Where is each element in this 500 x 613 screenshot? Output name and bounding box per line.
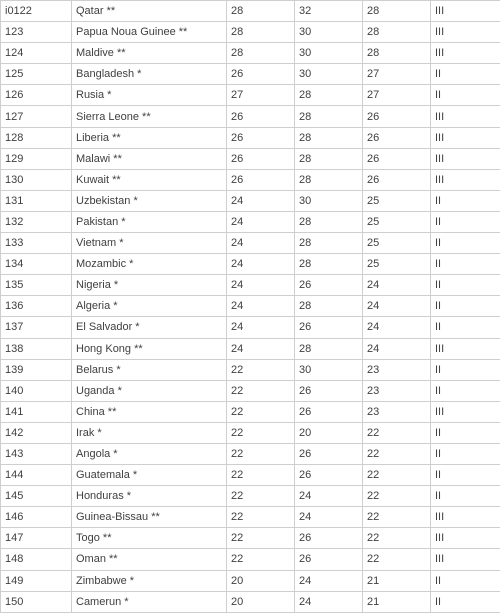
rank-cell: 126 bbox=[1, 85, 72, 106]
country-cell: Malawi ** bbox=[72, 148, 227, 169]
rank-cell: 139 bbox=[1, 359, 72, 380]
table-row bbox=[1, 169, 500, 190]
rank-cell: 149 bbox=[1, 570, 72, 591]
value-c-cell: 26 bbox=[363, 106, 431, 127]
value-a-cell: 22 bbox=[227, 422, 295, 443]
rank-cell: 136 bbox=[1, 296, 72, 317]
category-cell: II bbox=[431, 254, 500, 275]
country-cell: Papua Noua Guinee ** bbox=[72, 22, 227, 43]
country-cell: Togo ** bbox=[72, 528, 227, 549]
country-cell: El Salvador * bbox=[72, 317, 227, 338]
category-cell: II bbox=[431, 465, 500, 486]
table-row bbox=[1, 43, 500, 64]
category-cell: III bbox=[431, 549, 500, 570]
table-row bbox=[1, 507, 500, 528]
table-row bbox=[1, 317, 500, 338]
value-c-cell: 21 bbox=[363, 591, 431, 612]
country-cell: Honduras * bbox=[72, 486, 227, 507]
country-cell: Hong Kong ** bbox=[72, 338, 227, 359]
table-row bbox=[1, 338, 500, 359]
category-cell: III bbox=[431, 43, 500, 64]
rank-cell: 146 bbox=[1, 507, 72, 528]
country-cell: Guinea-Bissau ** bbox=[72, 507, 227, 528]
value-b-cell: 26 bbox=[295, 317, 363, 338]
rank-cell: i0122 bbox=[1, 1, 72, 22]
table-row bbox=[1, 275, 500, 296]
table-row bbox=[1, 22, 500, 43]
country-cell: Camerun * bbox=[72, 591, 227, 612]
value-a-cell: 22 bbox=[227, 380, 295, 401]
value-a-cell: 24 bbox=[227, 254, 295, 275]
value-b-cell: 28 bbox=[295, 169, 363, 190]
rank-cell: 150 bbox=[1, 591, 72, 612]
rank-cell: 141 bbox=[1, 401, 72, 422]
value-b-cell: 28 bbox=[295, 338, 363, 359]
country-cell: Belarus * bbox=[72, 359, 227, 380]
table-row bbox=[1, 549, 500, 570]
value-b-cell: 20 bbox=[295, 422, 363, 443]
country-cell: China ** bbox=[72, 401, 227, 422]
value-c-cell: 28 bbox=[363, 43, 431, 64]
rank-cell: 131 bbox=[1, 190, 72, 211]
value-c-cell: 28 bbox=[363, 22, 431, 43]
value-a-cell: 28 bbox=[227, 1, 295, 22]
value-b-cell: 26 bbox=[295, 528, 363, 549]
country-cell: Uzbekistan * bbox=[72, 190, 227, 211]
country-cell: Nigeria * bbox=[72, 275, 227, 296]
rank-cell: 138 bbox=[1, 338, 72, 359]
rank-cell: 148 bbox=[1, 549, 72, 570]
rank-cell: 128 bbox=[1, 127, 72, 148]
value-a-cell: 28 bbox=[227, 43, 295, 64]
category-cell: II bbox=[431, 317, 500, 338]
rank-cell: 124 bbox=[1, 43, 72, 64]
rank-cell: 143 bbox=[1, 443, 72, 464]
country-cell: Oman ** bbox=[72, 549, 227, 570]
value-b-cell: 26 bbox=[295, 275, 363, 296]
category-cell: II bbox=[431, 275, 500, 296]
table-row bbox=[1, 254, 500, 275]
country-cell: Mozambic * bbox=[72, 254, 227, 275]
value-b-cell: 26 bbox=[295, 465, 363, 486]
table-row bbox=[1, 233, 500, 254]
value-a-cell: 26 bbox=[227, 148, 295, 169]
table-row bbox=[1, 570, 500, 591]
value-b-cell: 26 bbox=[295, 443, 363, 464]
rank-cell: 133 bbox=[1, 233, 72, 254]
value-a-cell: 24 bbox=[227, 211, 295, 232]
value-b-cell: 30 bbox=[295, 190, 363, 211]
value-a-cell: 22 bbox=[227, 401, 295, 422]
category-cell: II bbox=[431, 85, 500, 106]
value-a-cell: 20 bbox=[227, 591, 295, 612]
value-b-cell: 30 bbox=[295, 64, 363, 85]
value-a-cell: 24 bbox=[227, 317, 295, 338]
country-cell: Algeria * bbox=[72, 296, 227, 317]
value-a-cell: 22 bbox=[227, 443, 295, 464]
table-row bbox=[1, 401, 500, 422]
category-cell: III bbox=[431, 169, 500, 190]
value-a-cell: 22 bbox=[227, 549, 295, 570]
table-row bbox=[1, 85, 500, 106]
value-b-cell: 30 bbox=[295, 43, 363, 64]
value-b-cell: 26 bbox=[295, 380, 363, 401]
country-cell: Angola * bbox=[72, 443, 227, 464]
value-a-cell: 22 bbox=[227, 507, 295, 528]
value-a-cell: 26 bbox=[227, 106, 295, 127]
value-b-cell: 24 bbox=[295, 507, 363, 528]
rank-cell: 134 bbox=[1, 254, 72, 275]
category-cell: III bbox=[431, 401, 500, 422]
value-a-cell: 24 bbox=[227, 233, 295, 254]
table-row bbox=[1, 1, 500, 22]
country-cell: Maldive ** bbox=[72, 43, 227, 64]
value-c-cell: 24 bbox=[363, 275, 431, 296]
table-body bbox=[1, 1, 500, 613]
value-b-cell: 30 bbox=[295, 22, 363, 43]
value-c-cell: 25 bbox=[363, 211, 431, 232]
value-c-cell: 26 bbox=[363, 169, 431, 190]
table-row bbox=[1, 443, 500, 464]
category-cell: II bbox=[431, 233, 500, 254]
table-row bbox=[1, 528, 500, 549]
value-c-cell: 21 bbox=[363, 570, 431, 591]
value-a-cell: 27 bbox=[227, 85, 295, 106]
value-c-cell: 26 bbox=[363, 148, 431, 169]
rank-cell: 132 bbox=[1, 211, 72, 232]
value-b-cell: 24 bbox=[295, 591, 363, 612]
country-cell: Uganda * bbox=[72, 380, 227, 401]
country-cell: Liberia ** bbox=[72, 127, 227, 148]
country-cell: Irak * bbox=[72, 422, 227, 443]
value-c-cell: 22 bbox=[363, 486, 431, 507]
value-c-cell: 27 bbox=[363, 85, 431, 106]
table-row bbox=[1, 486, 500, 507]
category-cell: III bbox=[431, 106, 500, 127]
rank-cell: 140 bbox=[1, 380, 72, 401]
rank-cell: 142 bbox=[1, 422, 72, 443]
rank-cell: 127 bbox=[1, 106, 72, 127]
value-b-cell: 28 bbox=[295, 127, 363, 148]
table-row bbox=[1, 380, 500, 401]
value-c-cell: 22 bbox=[363, 443, 431, 464]
value-c-cell: 24 bbox=[363, 317, 431, 338]
value-a-cell: 26 bbox=[227, 64, 295, 85]
rank-cell: 123 bbox=[1, 22, 72, 43]
table-row bbox=[1, 465, 500, 486]
value-a-cell: 26 bbox=[227, 169, 295, 190]
value-b-cell: 24 bbox=[295, 486, 363, 507]
value-c-cell: 27 bbox=[363, 64, 431, 85]
table-row bbox=[1, 591, 500, 612]
category-cell: II bbox=[431, 422, 500, 443]
rank-cell: 135 bbox=[1, 275, 72, 296]
table-row bbox=[1, 359, 500, 380]
category-cell: III bbox=[431, 1, 500, 22]
category-cell: II bbox=[431, 570, 500, 591]
country-cell: Sierra Leone ** bbox=[72, 106, 227, 127]
country-cell: Rusia * bbox=[72, 85, 227, 106]
value-b-cell: 28 bbox=[295, 254, 363, 275]
value-c-cell: 22 bbox=[363, 507, 431, 528]
value-b-cell: 28 bbox=[295, 106, 363, 127]
value-b-cell: 28 bbox=[295, 211, 363, 232]
value-a-cell: 22 bbox=[227, 528, 295, 549]
value-a-cell: 24 bbox=[227, 275, 295, 296]
table-row bbox=[1, 106, 500, 127]
table-row bbox=[1, 296, 500, 317]
value-c-cell: 25 bbox=[363, 233, 431, 254]
value-c-cell: 22 bbox=[363, 422, 431, 443]
table-row bbox=[1, 190, 500, 211]
value-c-cell: 25 bbox=[363, 254, 431, 275]
category-cell: II bbox=[431, 380, 500, 401]
value-c-cell: 22 bbox=[363, 465, 431, 486]
value-a-cell: 24 bbox=[227, 296, 295, 317]
category-cell: III bbox=[431, 148, 500, 169]
value-a-cell: 22 bbox=[227, 359, 295, 380]
value-a-cell: 26 bbox=[227, 127, 295, 148]
category-cell: II bbox=[431, 296, 500, 317]
rank-cell: 130 bbox=[1, 169, 72, 190]
rank-cell: 125 bbox=[1, 64, 72, 85]
category-cell: II bbox=[431, 211, 500, 232]
rank-cell: 129 bbox=[1, 148, 72, 169]
value-a-cell: 22 bbox=[227, 486, 295, 507]
category-cell: III bbox=[431, 22, 500, 43]
country-cell: Vietnam * bbox=[72, 233, 227, 254]
value-b-cell: 28 bbox=[295, 233, 363, 254]
value-b-cell: 28 bbox=[295, 296, 363, 317]
country-cell: Kuwait ** bbox=[72, 169, 227, 190]
table-row bbox=[1, 422, 500, 443]
rank-cell: 137 bbox=[1, 317, 72, 338]
value-c-cell: 24 bbox=[363, 338, 431, 359]
value-c-cell: 23 bbox=[363, 380, 431, 401]
category-cell: II bbox=[431, 486, 500, 507]
country-cell: Qatar ** bbox=[72, 1, 227, 22]
category-cell: III bbox=[431, 528, 500, 549]
value-c-cell: 28 bbox=[363, 1, 431, 22]
value-a-cell: 24 bbox=[227, 190, 295, 211]
table-row bbox=[1, 127, 500, 148]
value-a-cell: 28 bbox=[227, 22, 295, 43]
country-cell: Guatemala * bbox=[72, 465, 227, 486]
value-a-cell: 20 bbox=[227, 570, 295, 591]
value-b-cell: 28 bbox=[295, 148, 363, 169]
category-cell: III bbox=[431, 338, 500, 359]
rank-cell: 145 bbox=[1, 486, 72, 507]
country-cell: Zimbabwe * bbox=[72, 570, 227, 591]
category-cell: II bbox=[431, 591, 500, 612]
value-c-cell: 25 bbox=[363, 190, 431, 211]
value-c-cell: 24 bbox=[363, 296, 431, 317]
value-a-cell: 24 bbox=[227, 338, 295, 359]
category-cell: III bbox=[431, 127, 500, 148]
value-b-cell: 28 bbox=[295, 85, 363, 106]
category-cell: II bbox=[431, 443, 500, 464]
category-cell: II bbox=[431, 64, 500, 85]
value-b-cell: 24 bbox=[295, 570, 363, 591]
value-c-cell: 22 bbox=[363, 549, 431, 570]
value-c-cell: 26 bbox=[363, 127, 431, 148]
value-b-cell: 26 bbox=[295, 401, 363, 422]
country-cell: Bangladesh * bbox=[72, 64, 227, 85]
table-row bbox=[1, 64, 500, 85]
value-c-cell: 23 bbox=[363, 401, 431, 422]
rank-cell: 147 bbox=[1, 528, 72, 549]
category-cell: III bbox=[431, 507, 500, 528]
category-cell: II bbox=[431, 190, 500, 211]
value-c-cell: 22 bbox=[363, 528, 431, 549]
value-a-cell: 22 bbox=[227, 465, 295, 486]
table-row bbox=[1, 148, 500, 169]
value-b-cell: 26 bbox=[295, 549, 363, 570]
value-b-cell: 32 bbox=[295, 1, 363, 22]
value-c-cell: 23 bbox=[363, 359, 431, 380]
country-cell: Pakistan * bbox=[72, 211, 227, 232]
rank-cell: 144 bbox=[1, 465, 72, 486]
category-cell: II bbox=[431, 359, 500, 380]
value-b-cell: 30 bbox=[295, 359, 363, 380]
table-row bbox=[1, 211, 500, 232]
